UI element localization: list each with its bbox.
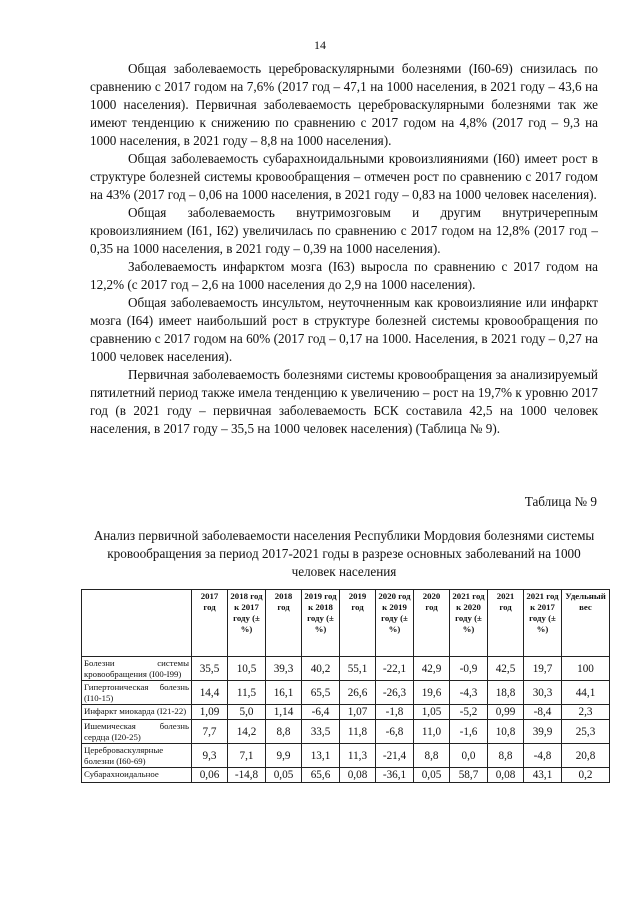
value-cell: -26,3 [376,681,414,705]
value-cell: 19,6 [414,681,450,705]
value-cell: 25,3 [562,720,610,744]
table-row [82,768,610,783]
value-cell: -21,4 [376,744,414,768]
value-cell: 58,7 [450,768,488,783]
body-text [90,60,598,438]
value-cell: -1,8 [376,705,414,720]
value-cell: 0,99 [488,705,524,720]
value-cell: 1,09 [192,705,228,720]
value-cell: -36,1 [376,768,414,783]
value-cell: 13,1 [302,744,340,768]
row-label-cell: Ишемическая болезнь сердца (I20-25) [82,720,192,744]
value-cell: 43,1 [524,768,562,783]
row-label-cell: Цереброваскулярные болезни (I60-69) [82,744,192,768]
value-cell: 0,05 [414,768,450,783]
paragraph: Общая заболеваемость цереброваскулярными болезнями (I60-69) снизилась по сравнению с 2017 годом на 7,6% (2017 год – 47,1 на 1000 населения, в 2021 году – 43,6 на 1000 населения). Первичная заболеваемость цереброваскулярными болезнями так же имеют тенденцию к снижению по сравнению с 2017 годом на 4,8% (2017 год – 9,3 на 1000 населения, в 2021 году – 8,8 на 1000 населения). [90,61,598,148]
value-cell: 0,0 [450,744,488,768]
table-row [82,720,610,744]
value-cell: 2,3 [562,705,610,720]
value-cell: 0,2 [562,768,610,783]
table-row [82,744,610,768]
value-cell: -22,1 [376,657,414,681]
paragraph: Первичная заболеваемость болезнями системы кровообращения за анализируемый пятилетний период также имела тенденцию к увеличению – рост на 19,7% к уровню 2017 год (в 2021 году – первичная заболеваемость БСК составила 42,5 на 1000 человек населения, в 2017 году – 35,5 на 1000 человек населения) (Таблица № 9). [90,367,598,436]
value-cell: -14,8 [228,768,266,783]
value-cell: 7,1 [228,744,266,768]
value-cell: -4,8 [524,744,562,768]
value-cell: -6,4 [302,705,340,720]
value-cell: 65,5 [302,681,340,705]
value-cell: 40,2 [302,657,340,681]
value-cell: -1,6 [450,720,488,744]
value-cell: 1,14 [266,705,302,720]
morbidity-table [81,589,610,783]
value-cell: 11,3 [340,744,376,768]
row-label-cell: Инфаркт миокарда (I21-22) [82,705,192,720]
value-cell: 44,1 [562,681,610,705]
value-cell: 26,6 [340,681,376,705]
header-cell: 2020 год [414,590,450,657]
paragraph: Общая заболеваемость субарахноидальными кровоизлияниями (I60) имеет рост в структуре болезней системы кровообращения – отмечен рост по сравнению с 2017 годом на 43% (2017 год – 0,06 на 1000 населения, в 2021 году – 0,83 на 1000 человек населения). [90,151,598,202]
value-cell: 11,5 [228,681,266,705]
value-cell: 10,5 [228,657,266,681]
value-cell: 14,4 [192,681,228,705]
header-cell: 2021 год [488,590,524,657]
header-cell: 2020 год к 2019 году (±%) [376,590,414,657]
value-cell: 39,3 [266,657,302,681]
value-cell: 14,2 [228,720,266,744]
value-cell: 8,8 [266,720,302,744]
paragraph: Общая заболеваемость внутримозговым и другим внутричерепным кровоизлиянием (I61, I62) увеличилась по сравнению с 2017 годом на 12,8% (2017 год – 0,35 на 1000 населения, в 2021 году – 0,39 на 1000 населения). [90,205,598,256]
value-cell: -5,2 [450,705,488,720]
value-cell: 1,07 [340,705,376,720]
value-cell: 11,8 [340,720,376,744]
value-cell: 9,9 [266,744,302,768]
value-cell: -8,4 [524,705,562,720]
page-number: 14 [314,38,326,52]
value-cell: 0,08 [488,768,524,783]
paragraph: Заболеваемость инфарктом мозга (I63) выросла по сравнению с 2017 годом на 12,2% (с 2017 год – 2,6 на 1000 населения до 2,9 на 1000 населения). [90,259,598,292]
table-row [82,705,610,720]
table-title: Анализ первичной заболеваемости населения Республики Мордовия болезнями системы кровообращения за период 2017-2021 годы в разрезе основных заболеваний на 1000 человек населения [93,528,595,579]
value-cell: 42,5 [488,657,524,681]
value-cell: 16,1 [266,681,302,705]
value-cell: 0,06 [192,768,228,783]
value-cell: 42,9 [414,657,450,681]
header-cell [82,590,192,657]
header-cell: 2019 год к 2018 году (±%) [302,590,340,657]
value-cell: 35,5 [192,657,228,681]
row-label-cell: Гипертоническая болезнь (I10-15) [82,681,192,705]
value-cell: 8,8 [488,744,524,768]
value-cell: 30,3 [524,681,562,705]
value-cell: 9,3 [192,744,228,768]
value-cell: 5,0 [228,705,266,720]
value-cell: 8,8 [414,744,450,768]
value-cell: 1,05 [414,705,450,720]
value-cell: 39,9 [524,720,562,744]
value-cell: 20,8 [562,744,610,768]
row-label-cell: Субарахноидальное [82,768,192,783]
value-cell: 0,08 [340,768,376,783]
table-header-row [82,590,610,657]
header-cell: 2019 год [340,590,376,657]
header-cell: 2018 год [266,590,302,657]
header-cell: 2018 год к 2017 году (±%) [228,590,266,657]
paragraph: Общая заболеваемость инсультом, неуточненным как кровоизлияние или инфаркт мозга (I64) имеет наибольший рост в структуре болезней системы кровообращения по сравнению с 2017 годом на 60% (2017 год – 0,17 на 1000. Населения, в 2021 году – 0,27 на 1000 человек населения). [90,295,598,364]
header-cell: 2017 год [192,590,228,657]
value-cell: 100 [562,657,610,681]
table-row [82,681,610,705]
value-cell: 11,0 [414,720,450,744]
value-cell: -0,9 [450,657,488,681]
table-body [82,657,610,783]
table-label: Таблица № 9 [524,494,597,509]
value-cell: 0,05 [266,768,302,783]
value-cell: -4,3 [450,681,488,705]
header-cell: 2021 год к 2017 году (±%) [524,590,562,657]
header-cell: 2021 год к 2020 году (±%) [450,590,488,657]
header-cell: Удельный вес [562,590,610,657]
value-cell: 55,1 [340,657,376,681]
value-cell: 7,7 [192,720,228,744]
table-row [82,657,610,681]
value-cell: -6,8 [376,720,414,744]
value-cell: 18,8 [488,681,524,705]
value-cell: 10,8 [488,720,524,744]
value-cell: 19,7 [524,657,562,681]
row-label-cell: Болезни системы кровообращения (I00-I99) [82,657,192,681]
value-cell: 65,6 [302,768,340,783]
value-cell: 33,5 [302,720,340,744]
